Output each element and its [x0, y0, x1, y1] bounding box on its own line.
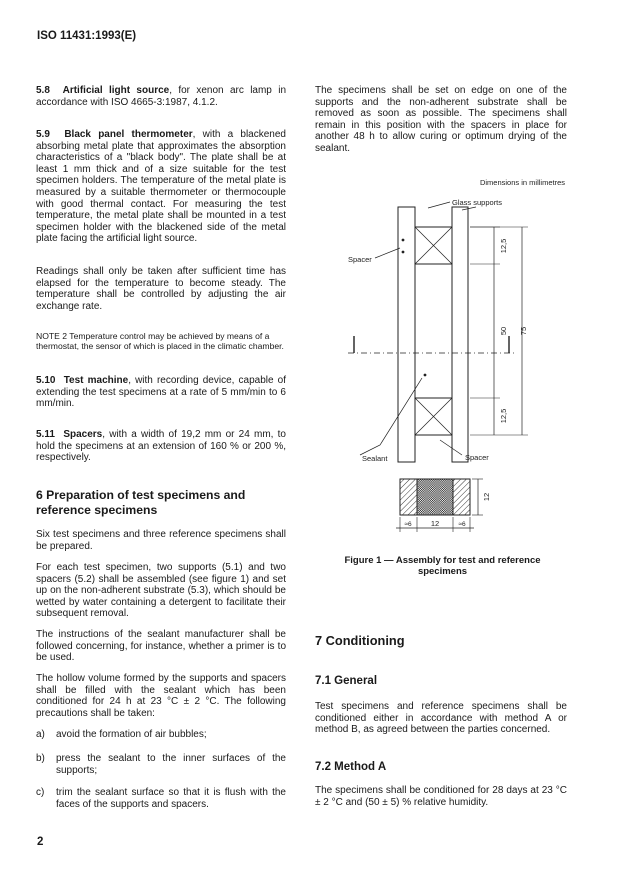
section-sealant — [417, 479, 453, 515]
dim-top: 12,5 — [499, 238, 508, 254]
section-7-heading: 7 Conditioning — [315, 633, 405, 648]
section-5-9 — [36, 129, 286, 245]
section-7-2-heading: 7.2 Method A — [315, 761, 387, 773]
dim-total: 75 — [519, 326, 528, 336]
section-6-heading: 6 Preparation of test specimens and reference specimens — [36, 488, 246, 517]
readings-paragraph: Readings shall only be taken after sufficient time has elapsed for the temperature to become steady. The temperature shall be controlled by adjusting the air exchange rate. — [36, 266, 286, 312]
dim-section-h: 12 — [482, 492, 491, 502]
section-7-1-text: Test specimens and reference specimens shall be conditioned either in accordance with method A or method B, as agreed between the parties concerned. — [315, 701, 567, 736]
list-item — [36, 753, 286, 776]
conditioning-intro: The specimens shall be set on edge on one of the supports and the non-adherent substrate shall be removed as soon as possible. The specimens shall remain in this position with the spacers in place for another 48 h to allow curing or optimum drying of the sealant. — [315, 85, 567, 154]
leader-sealant — [360, 378, 422, 455]
section-5-10-text: , with recording device, capable of extending the test specimens at a rate of 5 mm/min to 6 mm/min. — [36, 375, 287, 410]
page-number: 2 — [37, 836, 44, 848]
label-sealant: Sealant — [362, 454, 388, 463]
dot — [402, 239, 405, 242]
dim-right: ≈6 — [458, 521, 466, 528]
section-5-10 — [36, 375, 286, 410]
section-6-p1: Six test specimens and three reference specimens shall be prepared. — [36, 529, 286, 552]
glass-support-right — [452, 207, 468, 462]
dim-center: 12 — [430, 519, 440, 528]
leader-spacer-left — [375, 248, 400, 258]
leader-glass-left — [428, 202, 450, 208]
list-item — [36, 729, 286, 741]
section-5-8-text: , for xenon arc lamp in accordance with ISO 4665-3:1987, 4.1.2. — [36, 85, 287, 108]
leader-spacer-right — [440, 440, 462, 455]
label-spacer-right: Spacer — [465, 453, 489, 462]
list-item-text: trim the sealant surface so that it is flush with the faces of the supports and spacers. — [56, 787, 286, 810]
section-7-1-heading: 7.1 General — [315, 675, 378, 687]
section-5-9-title: Black panel thermometer — [64, 129, 193, 140]
note-2: NOTE 2 Temperature control may be achieved by means of a thermostat, the sensor of which is placed in the climatic chamber. — [36, 330, 284, 351]
list-item — [36, 787, 286, 810]
section-5-9-num: 5.9 — [36, 129, 50, 140]
doc-id: ISO 11431:1993(E) — [37, 30, 137, 42]
section-5-10-title: Test machine — [63, 375, 129, 386]
dot — [402, 251, 405, 254]
section-5-9-text: , with a blackened absorbing metal plate that approximates the absorption characteristics of a "black body". The plate shall be at least 1 mm thick and of a size suitable for the test specimen holders. The temperature of the metal plate is measured by a suitable thermometer or thermocouple with good thermal contact. For measuring the test temperature, the metal plate shall be mounted in a test specimen holder with the blackened side of the metal plate facing the artificial light source. — [36, 129, 286, 245]
dim-bottom: 12,5 — [499, 408, 508, 424]
section-5-11 — [36, 429, 286, 464]
section-5-10-num: 5.10 — [36, 375, 56, 386]
glass-support-left — [398, 207, 415, 462]
section-7-2-text: The specimens shall be conditioned for 28 days at 23 °C ± 2 °C and (50 ± 5) % relative humidity. — [315, 785, 567, 808]
section-support-right — [453, 479, 470, 515]
list-item-text: avoid the formation of air bubbles; — [56, 729, 207, 740]
figure-1 — [300, 170, 585, 545]
section-5-8 — [36, 85, 286, 108]
dot — [424, 374, 427, 377]
dims-note: Dimensions in millimetres — [479, 178, 565, 187]
dim-left: ≈6 — [404, 521, 412, 528]
section-support-left — [400, 479, 417, 515]
list-item-text: press the sealant to the inner surfaces of the supports; — [56, 753, 286, 776]
label-glass-supports: Glass supports — [452, 198, 503, 207]
section-5-8-title: Artificial light source — [62, 85, 170, 96]
section-6-p4: The hollow volume formed by the supports and spacers shall be filled with the sealant which has been conditioned for 24 h at 23 °C ± 2 °C. The following precautions shall be taken: — [36, 673, 286, 719]
label-spacer-left: Spacer — [348, 255, 372, 264]
list-item-key: a) — [36, 729, 45, 740]
section-5-11-text: , with a width of 19,2 mm or 24 mm, to hold the specimens at an extension of 160 % or 200 %, respectively. — [36, 429, 286, 464]
section-5-11-num: 5.11 — [36, 429, 55, 440]
section-6-p3: The instructions of the sealant manufacturer shall be followed concerning, for instance, whether a primer is to be used. — [36, 629, 286, 664]
section-5-11-title: Spacers — [63, 429, 103, 440]
list-item-key: b) — [36, 753, 45, 764]
figure-caption: Figure 1 — Assembly for test and reference specimens — [344, 555, 541, 577]
dim-mid: 50 — [499, 326, 508, 336]
section-6-p2: For each test specimen, two supports (5.1) and two spacers (5.2) shall be assembled (see figure 1) and set up on the non-adherent substrate (5.3), which should be wetted by water containing a detergent to facilitate their subsequent removal. — [36, 562, 286, 620]
section-5-8-num: 5.8 — [36, 85, 50, 96]
list-item-key: c) — [36, 787, 45, 798]
